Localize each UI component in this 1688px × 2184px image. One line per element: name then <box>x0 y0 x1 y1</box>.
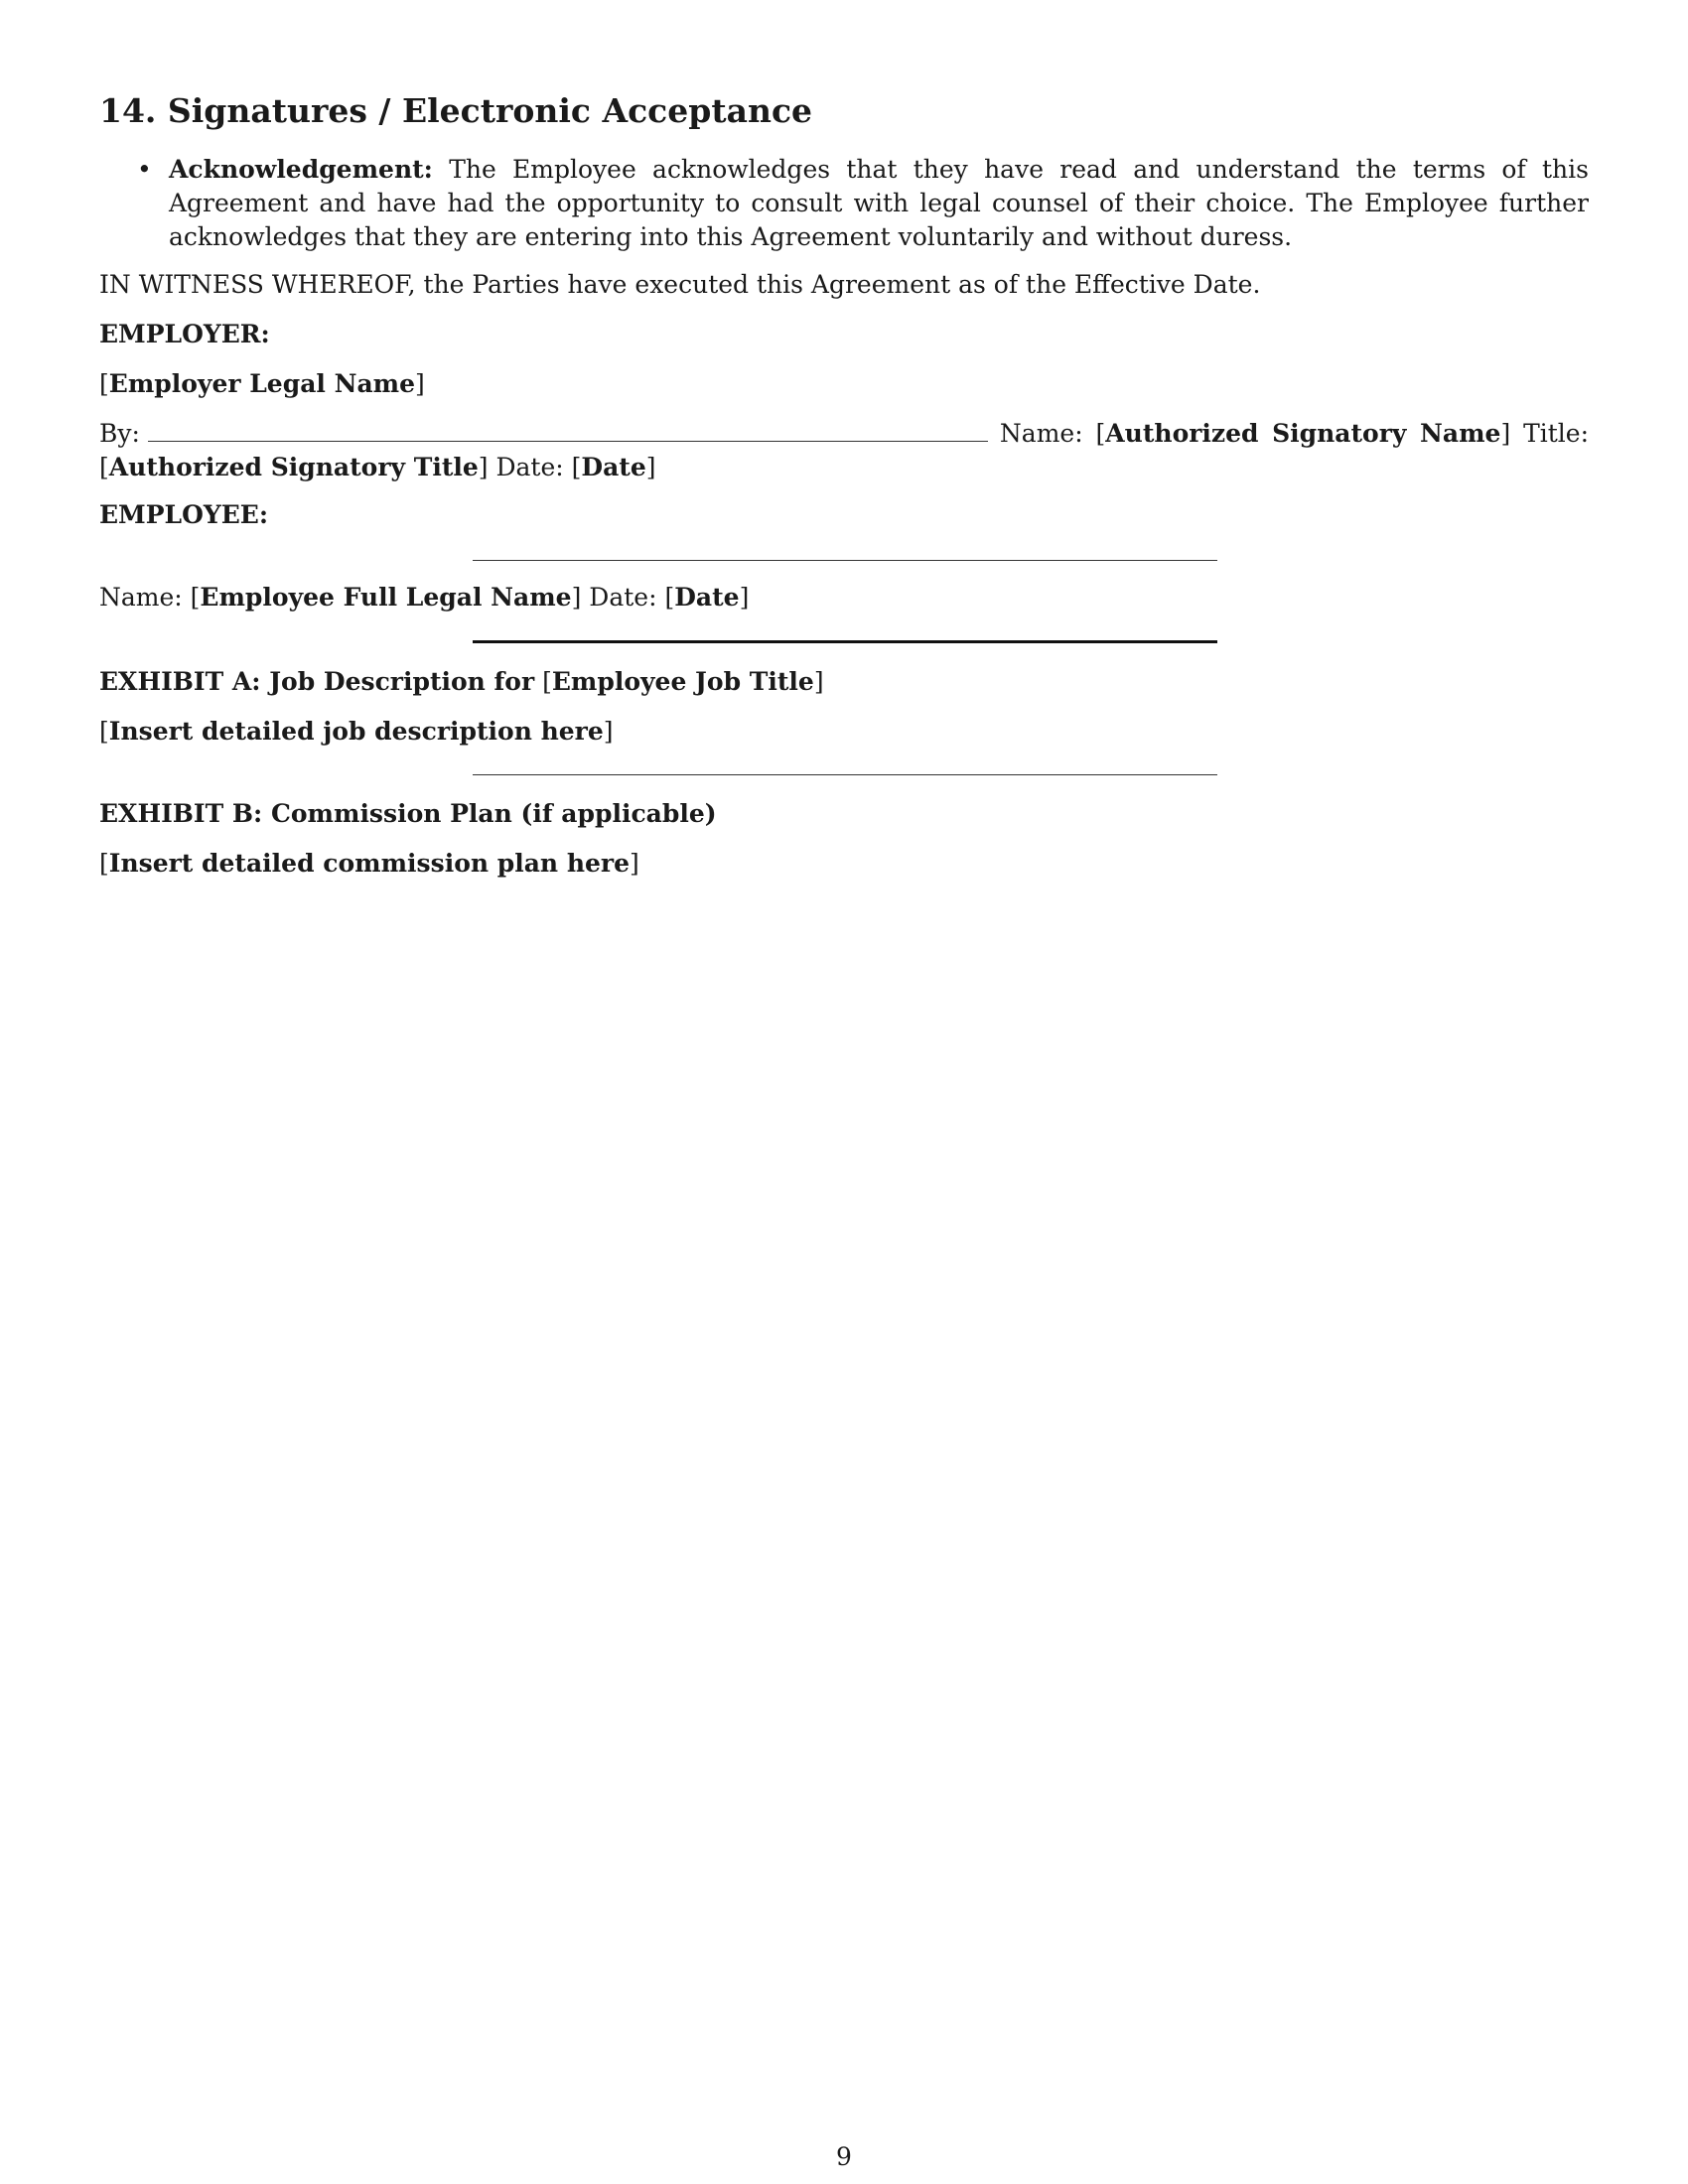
employer-legal-name: [Employer Legal Name] <box>99 369 425 398</box>
page-number: 9 <box>836 2142 852 2171</box>
signatory-name: Authorized Signatory Name <box>1105 419 1501 448</box>
title-label: Title: <box>1523 419 1590 448</box>
document-page <box>99 91 1589 896</box>
section-heading: 14. Signatures / Electronic Acceptance <box>99 91 813 130</box>
exhibit-a-heading: EXHIBIT A: Job Description for [Employee Job Title] <box>99 667 824 696</box>
employee-signature-block: Name: [Employee Full Legal Name] Date: [Date] <box>99 583 750 612</box>
exhibit-divider <box>473 774 1217 775</box>
exhibit-a-title: EXHIBIT A: Job Description for <box>99 667 535 696</box>
exhibit-b-body: [Insert detailed commission plan here] <box>99 849 639 878</box>
signatory-title: Authorized Signatory Title <box>108 453 479 481</box>
section-divider <box>473 640 1217 643</box>
exhibit-b-placeholder: Insert detailed commission plan here <box>108 849 630 878</box>
exhibit-b-heading: EXHIBIT B: Commission Plan (if applicable) <box>99 799 717 828</box>
acknowledgement-label: Acknowledgement: <box>169 155 433 184</box>
employer-legal-name-value: Employer Legal Name <box>108 369 416 398</box>
by-label: By: <box>99 419 140 448</box>
employee-date-value: Date <box>674 583 740 612</box>
employer-date-label: Date: <box>495 453 564 481</box>
employee-name-label: Name: <box>99 583 183 612</box>
employer-date-value: Date <box>581 453 646 481</box>
exhibit-a-placeholder: Insert detailed job description here <box>108 717 604 746</box>
employee-label: EMPLOYEE: <box>99 500 269 529</box>
bullet-icon: • <box>137 155 152 184</box>
name-label: Name: <box>999 419 1083 448</box>
employer-signature-block: By: Name: [Authorized Signatory Name] Title: [Authorized Signatory Title] Date: [Date] <box>99 419 1590 481</box>
exhibit-a-job-title: Employee Job Title <box>551 667 814 696</box>
acknowledgement-text: The Employee acknowledges that they have read and understand the terms of this Agreement and have had the opportunity to consult with legal counsel of their choice. The Employee further acknowledges that they are entering into this Agreement voluntarily and without duress. <box>169 155 1589 251</box>
employee-signature-line[interactable] <box>473 560 1217 561</box>
employee-date-label: Date: <box>589 583 657 612</box>
exhibit-a-body: [Insert detailed job description here] <box>99 717 614 746</box>
employer-signature-line[interactable] <box>148 419 988 442</box>
employer-label: EMPLOYER: <box>99 320 270 348</box>
witness-statement: IN WITNESS WHEREOF, the Parties have executed this Agreement as of the Effective Date. <box>99 270 1261 299</box>
acknowledgement-item <box>99 153 1589 254</box>
employee-full-name: Employee Full Legal Name <box>200 583 572 612</box>
